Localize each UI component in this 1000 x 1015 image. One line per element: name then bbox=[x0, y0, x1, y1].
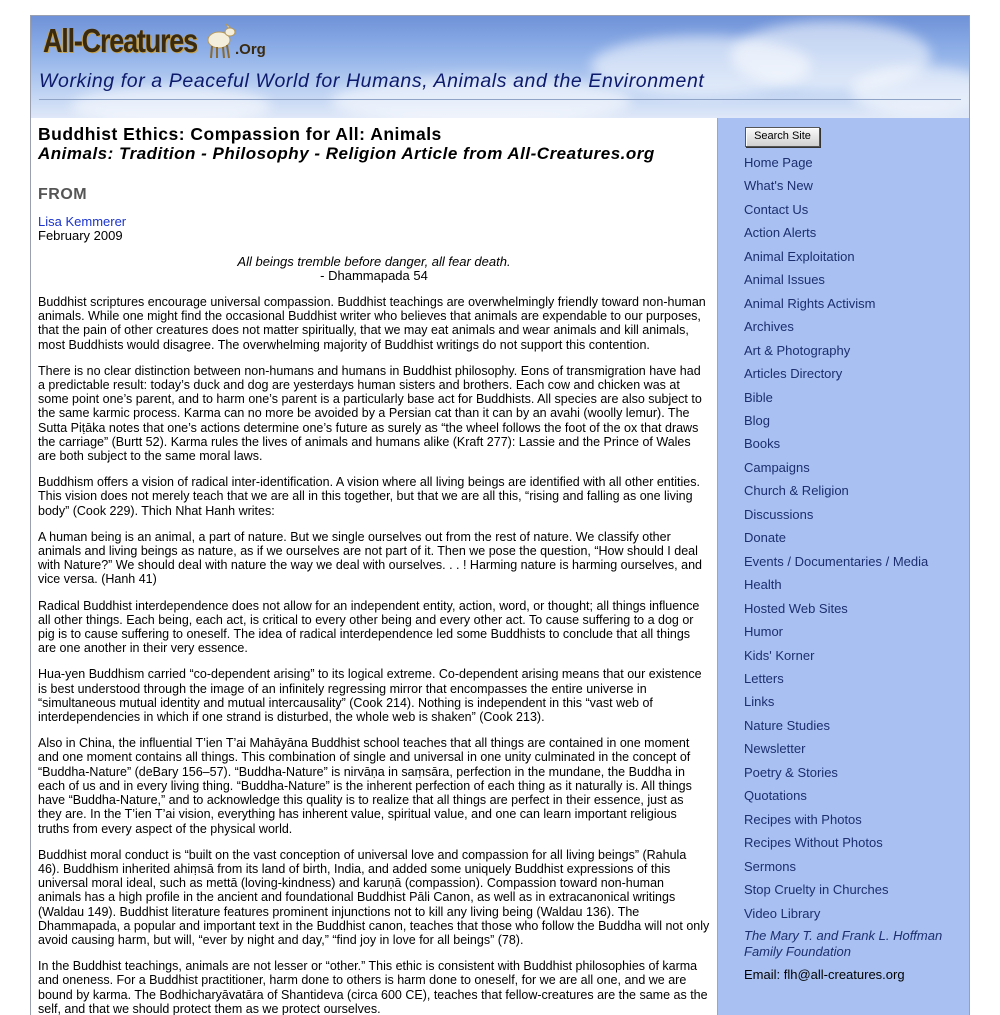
email-link[interactable]: Email: flh@all-creatures.org bbox=[744, 966, 905, 982]
sidebar-item-art-photography[interactable]: Art & Photography bbox=[744, 342, 851, 358]
sidebar-item-kids-korner[interactable]: Kids' Korner bbox=[744, 647, 815, 663]
page-frame bbox=[30, 15, 970, 1015]
article-paragraph: In the Buddhist teachings, animals are not lesser or “other.” This ethic is consistent with Buddhist philosophies of karma and oneness. For a Buddhist practitioner, harm done to others is harm done to oneself, for we are all one, and we are bound by karma. The Bodhicharyāvatāra of Shantideva (circa 600 CE), teaches that fellow-creatures are the same as the self, and that we should protect them as we protect ourselves. bbox=[38, 959, 708, 1015]
sidebar-item-humor[interactable]: Humor bbox=[744, 624, 784, 640]
article-paragraph: Buddhist moral conduct is “built on the vast conception of universal love and compassion for all living beings” (Rahula 46). Buddhism inherited ahiṃsā from its land of birth, India, and added some uniquely Buddhist expressions of this universal moral ideal, such as mettā (loving-kindness) and karuṇā (compassion). Compassion toward non-human animals has a high profile in the ancient and foundational Buddhist Pāli Canon, as well as in extracanonical writings (Waldau 149). Buddhist literature features prominent injunctions not to kill any living being (Waldau 136). The Dhammapada, a popular and important text in the Buddhist canon, teaches that those who follow the Buddha will not only avoid causing harm, but will, “ever by night and day,” “find joy in love for all beings” (78). bbox=[38, 847, 710, 947]
site-logo[interactable] bbox=[43, 20, 266, 60]
sidebar-item-bible[interactable]: Bible bbox=[744, 389, 773, 405]
sidebar-item-articles-directory[interactable]: Articles Directory bbox=[744, 366, 843, 382]
sidebar-item-action-alerts[interactable]: Action Alerts bbox=[744, 225, 817, 241]
sidebar-item-quotations[interactable]: Quotations bbox=[744, 788, 807, 804]
sidebar-item-hosted-web-sites[interactable]: Hosted Web Sites bbox=[744, 600, 848, 616]
sidebar-item-recipes-without-photos[interactable]: Recipes Without Photos bbox=[744, 835, 883, 851]
sidebar-item-newsletter[interactable]: Newsletter bbox=[744, 741, 806, 757]
site-header bbox=[31, 16, 969, 118]
sidebar-item-sermons[interactable]: Sermons bbox=[744, 858, 797, 874]
sidebar-item-contact-us[interactable]: Contact Us bbox=[744, 201, 809, 217]
article-paragraph: Also in China, the influential T’ien T’ai Mahāyāna Buddhist school teaches that all things are contained in one moment and one moment contains all things. This combination of single and universal in one unity culminated in the concept of “Buddha-Nature” (deBary 156–57). “Buddha-Nature” is nirvāṇa in saṃsāra, perfection in the mundane, the Buddha in each of us and in every living thing. “Buddha-Nature” is the inherent perfection of each thing as it naturally is. All things have “Buddha-Nature,” and to acknowledge this quality is to realize that all things are perfect in their essence, just as they are. In the T’ien T’ai vision, everything has inherent value, spiritual value, and one can learn important religious truths from every aspect of the physical world. bbox=[38, 736, 692, 836]
sidebar-item-books[interactable]: Books bbox=[744, 436, 781, 452]
article-date: February 2009 bbox=[38, 228, 123, 243]
sidebar-item-links[interactable]: Links bbox=[744, 694, 775, 710]
sidebar-item-archives[interactable]: Archives bbox=[744, 319, 794, 335]
from-label: FROM bbox=[38, 186, 88, 203]
sidebar-item-recipes-with-photos[interactable]: Recipes with Photos bbox=[744, 811, 862, 827]
logo-text: All-Creatures bbox=[43, 22, 197, 59]
epigraph-text: All beings tremble before danger, all fear death. bbox=[237, 254, 511, 269]
sidebar-item-donate[interactable]: Donate bbox=[744, 530, 786, 546]
sidebar-item-video-library[interactable]: Video Library bbox=[744, 905, 821, 921]
sidebar-item-animal-rights-activism[interactable]: Animal Rights Activism bbox=[744, 295, 876, 311]
article-paragraph: There is no clear distinction between non-humans and humans in Buddhist philosophy. Eons of transmigration have had a predictable result: today’s duck and dog are yesterdays human sisters and brothers. Each cow and chicken was at some point one’s parent, and to harm one’s parent is a particularly base act for Buddhists. All species are also subject to the same karmic process. Karma can no more be avoided by a Persian cat than it can by an avahi (woolly lemur). The Sutta Piṭāka notes that one’s actions determine one’s future as surely as “the wheel follows the foot of the ox that draws the carriage” (Burtt 52). Karma rules the lives of animals and humans alike (Kraft 277): Lassie and the Prince of Wales are both subject to the same moral laws. bbox=[38, 363, 702, 464]
epigraph-source: - Dhammapada 54 bbox=[320, 268, 428, 283]
sidebar-item-animal-exploitation[interactable]: Animal Exploitation bbox=[744, 248, 855, 264]
header-divider bbox=[39, 99, 961, 100]
sidebar-item-whats-new[interactable]: What's New bbox=[744, 178, 813, 194]
article-paragraph: Radical Buddhist interdependence does not allow for an independent entity, action, word, or thought; all things influence all other things. Each being, each act, is critical to every other being and every other act. To cause suffering to a dog or pig is to cause suffering to oneself. The idea of radical interdependence led some Buddhists to conclude that all things are one another in their very essence. bbox=[38, 598, 700, 656]
logo-suffix: .Org bbox=[235, 41, 266, 58]
article-paragraph: Buddhist scriptures encourage universal compassion. Buddhist teachings are overwhelmingly friendly toward non-human animals. While one might find the occasional Buddhist writer who believes that animals are expendable to our purposes, that the pain of other creatures does not matter spiritually, that we may eat animals and wear animals and kill animals, most Buddhists would disagree. The overwhelming majority of Buddhist writings do not support this contention. bbox=[38, 295, 706, 352]
site-tagline: Working for a Peaceful World for Humans, Animals and the Environment bbox=[39, 70, 705, 92]
article-subtitle: Animals: Tradition - Philosophy - Religion Article from All-Creatures.org bbox=[38, 144, 655, 163]
sidebar-item-stop-cruelty-in-churches[interactable]: Stop Cruelty in Churches bbox=[744, 882, 889, 898]
sidebar-item-letters[interactable]: Letters bbox=[744, 670, 784, 686]
sidebar bbox=[717, 118, 969, 1015]
article-paragraph: A human being is an animal, a part of nature. But we single ourselves out from the rest of nature. We classify other animals and living beings as nature, as if we ourselves are not part of it. Then we pose the question, “How should I deal with Nature?” We should deal with nature the way we deal with ourselves. . . ! Harming nature is harming ourselves, and vice versa. (Hanh 41) bbox=[38, 529, 702, 587]
article-paragraph: Buddhism offers a vision of radical inter-identification. A vision where all living beings are identified with all other entities. This vision does not merely teach that we are all in this together, but that we are all this, “rising and falling as one living body” (Cook 229). Thich Nhat Hanh writes: bbox=[38, 475, 700, 518]
sidebar-item-blog[interactable]: Blog bbox=[744, 412, 771, 428]
foundation-link[interactable]: The Mary T. and Frank L. Hoffman Family Foundation bbox=[744, 927, 943, 959]
sidebar-item-animal-issues[interactable]: Animal Issues bbox=[744, 272, 825, 288]
sidebar-item-events-documentaries-media[interactable]: Events / Documentaries / Media bbox=[744, 553, 929, 569]
epigraph bbox=[38, 255, 710, 283]
author-link[interactable]: Lisa Kemmerer bbox=[38, 214, 127, 229]
search-site-button[interactable]: Search Site bbox=[745, 127, 820, 147]
main-content bbox=[31, 118, 717, 1015]
sidebar-item-poetry-stories[interactable]: Poetry & Stories bbox=[744, 764, 838, 780]
article-paragraph: Hua-yen Buddhism carried “co-dependent arising” to its logical extreme. Co-dependent arising means that our existence is best understood through the image of an infinitely regressing mirror that encompasses the entire universe in “simultaneous mutual identity and mutual intercausality” (Cook 214). Nothing is independent in this “vast web of interdependencies in which if one strand is disturbed, the whole web is shaken” (Cook 213). bbox=[38, 667, 702, 725]
article-title: Buddhist Ethics: Compassion for All: Animals bbox=[38, 124, 442, 144]
sidebar-item-nature-studies[interactable]: Nature Studies bbox=[744, 717, 830, 733]
lamb-icon bbox=[199, 20, 239, 60]
sidebar-item-health[interactable]: Health bbox=[744, 577, 782, 593]
sidebar-item-church-religion[interactable]: Church & Religion bbox=[744, 483, 849, 499]
sidebar-item-discussions[interactable]: Discussions bbox=[744, 506, 814, 522]
sidebar-item-campaigns[interactable]: Campaigns bbox=[744, 459, 810, 475]
sidebar-item-home-page[interactable]: Home Page bbox=[744, 155, 813, 170]
